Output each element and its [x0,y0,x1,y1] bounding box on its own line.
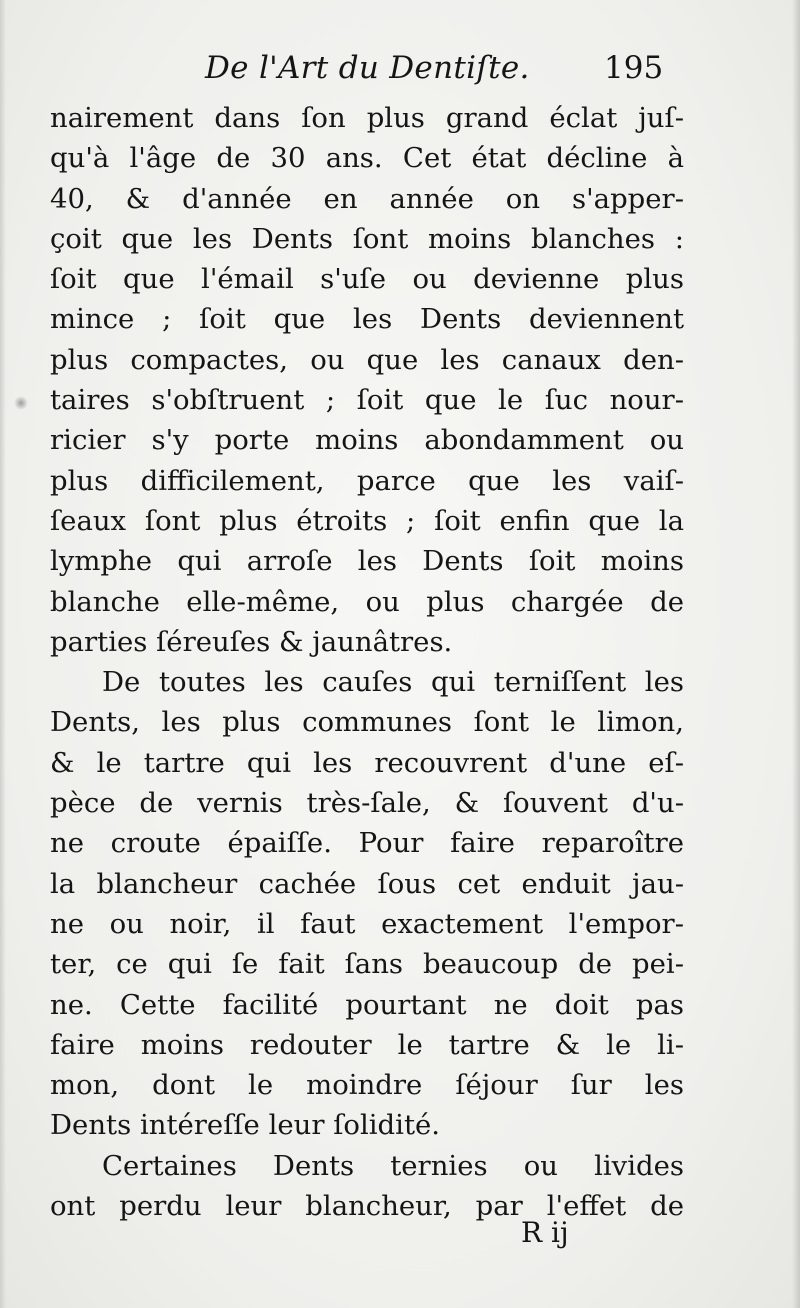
page-header [0,50,800,96]
page-left-edge-shadow [0,0,6,1308]
text-line: plus difficilement, parce que les vaiſ- [50,464,684,497]
text-line: ne ou noir, il faut exactement l'empor- [50,907,684,940]
body-text [50,98,684,1226]
paragraph-last-line: Dents intéreſſe leur ſolidité. [50,1109,441,1142]
text-line: lymphe qui arroſe les Dents ſoit moins [50,545,684,578]
text-line: taires s'obſtruent ; ſoit que le ſuc nour- [50,384,684,417]
signature-mark: R ij [521,1216,569,1249]
page-right-edge-shadow [792,0,800,1308]
page-number: 195 [604,50,664,86]
text-line: ricier s'y porte moins abondamment ou [50,424,684,457]
text-line: ont perdu leur blancheur, par l'effet de [50,1190,684,1223]
text-line: faire moins redouter le tartre & le li- [50,1028,684,1061]
text-line: ter, ce qui ſe fait ſans beaucoup de pei- [50,948,684,981]
text-line: 40, & d'année en année on s'apper- [50,182,684,215]
text-line: çoit que les Dents ſont moins blanches : [50,222,684,255]
paragraph-first-line: De toutes les cauſes qui terniſſent les [102,666,684,699]
ink-speck [14,396,28,410]
text-line: plus compactes, ou que les canaux den- [50,343,684,376]
text-line: mon, dont le moindre ſéjour ſur les [50,1069,684,1102]
text-line: la blancheur cachée ſous cet enduit jau- [50,867,684,900]
text-line: Dents, les plus communes ſont le limon, [50,706,684,739]
text-line: pèce de vernis très-ſale, & ſouvent d'u- [50,787,684,820]
text-line: & le tartre qui les recouvrent d'une eſ- [50,746,684,779]
text-line: blanche elle-même, ou plus chargée de [50,585,684,618]
running-head-title: De l'Art du Dentiſte. [205,50,530,86]
text-line: ne. Cette facilité pourtant ne doit pas [50,988,684,1021]
text-line: nairement dans ſon plus grand éclat juſ- [50,102,684,134]
text-line: ſoit que l'émail s'uſe ou devienne plus [50,263,684,296]
text-line: qu'à l'âge de 30 ans. Cet état décline à [50,142,684,175]
paragraph-first-line: Certaines Dents ternies ou livides [102,1149,684,1182]
text-line: ſeaux ſont plus étroits ; ſoit enfin que la [50,504,684,537]
text-line: mince ; ſoit que les Dents deviennent [50,303,684,336]
paragraph-last-line: parties ſéreuſes & jaunâtres. [50,625,453,658]
text-line: ne croute épaiſſe. Pour faire reparoître [50,827,684,860]
